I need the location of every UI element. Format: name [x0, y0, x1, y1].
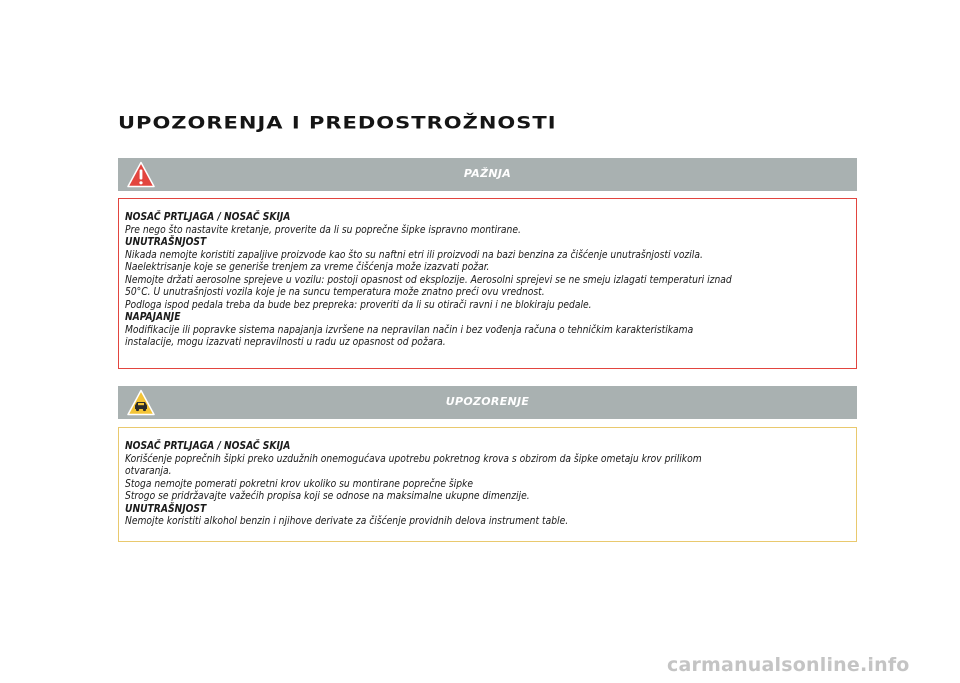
caution-label: PAŽNJA: [463, 167, 512, 180]
text-line: Podloga ispod pedala treba da bude bez prepreka: proveriti da li su otirači ravni i ne blokiraju pedale.: [125, 299, 592, 311]
page-title: UPOZORENJA I PREDOSTROŽNOSTI: [118, 113, 557, 133]
section-heading: NOSAČ PRTLJAGA / NOSAČ SKIJA: [125, 212, 291, 223]
section-heading: NAPAJANJE: [125, 312, 181, 323]
warning-body: [118, 427, 857, 542]
text-line: 50°C. U unutrašnjosti vozila koje je na suncu temperatura može znatno preći ovu vrednost.: [125, 287, 545, 298]
caution-header: [118, 158, 857, 191]
section-heading: NOSAČ PRTLJAGA / NOSAČ SKIJA: [125, 441, 291, 452]
text-line: Pre nego što nastavite kretanje, proverite da li su poprečne šipke ispravno montirane.: [125, 224, 521, 236]
text-line: Stoga nemojte pomerati pokretni krov ukoliko su montirane poprečne šipke: [125, 478, 473, 490]
warning-header: [118, 386, 857, 419]
text-line: Nikada nemojte koristiti zapaljive proizvode kao što su naftni etri ili proizvodi na bazi benzina za čišćenje unutrašnjosti vozila.: [125, 249, 703, 261]
text-line: Korišćenje poprečnih šipki preko uzdužnih onemogućava upotrebu pokretnog krova s obzirom da šipke ometaju krov prilikom: [125, 453, 702, 465]
section-heading: UNUTRAŠNJOST: [125, 503, 207, 515]
watermark: carmanualsonline.info: [667, 654, 910, 676]
section-heading: UNUTRAŠNJOST: [125, 237, 207, 248]
text-line: otvaranja.: [125, 466, 172, 477]
text-line: Modifikacije ili popravke sistema napajanja izvršene na nepravilan način i bez vođenja računa o tehničkim karakteristikama: [125, 324, 694, 336]
text-line: Naelektrisanje koje se generiše trenjem za vreme čišćenja može izazvati požar.: [125, 262, 490, 273]
text-line: Nemojte držati aerosolne spreјeve u vozilu: postoji opasnost od eksplozije. Aerosolni spreјevi se ne smeju izlagati temperaturi iznad: [125, 274, 732, 286]
warning-label: UPOZORENJE: [445, 395, 530, 408]
text-line: instalacije, mogu izazvati nepravilnosti u radu uz opasnost od požara.: [125, 337, 446, 348]
text-line: Nemojte koristiti alkohol benzin i njihove derivate za čišćenje providnih delova instrument table.: [125, 516, 569, 527]
text-line: Strogo se pridržavajte važećih propisa koji se odnose na maksimalne ukupne dimenzije.: [125, 491, 530, 502]
caution-body: [118, 198, 857, 369]
